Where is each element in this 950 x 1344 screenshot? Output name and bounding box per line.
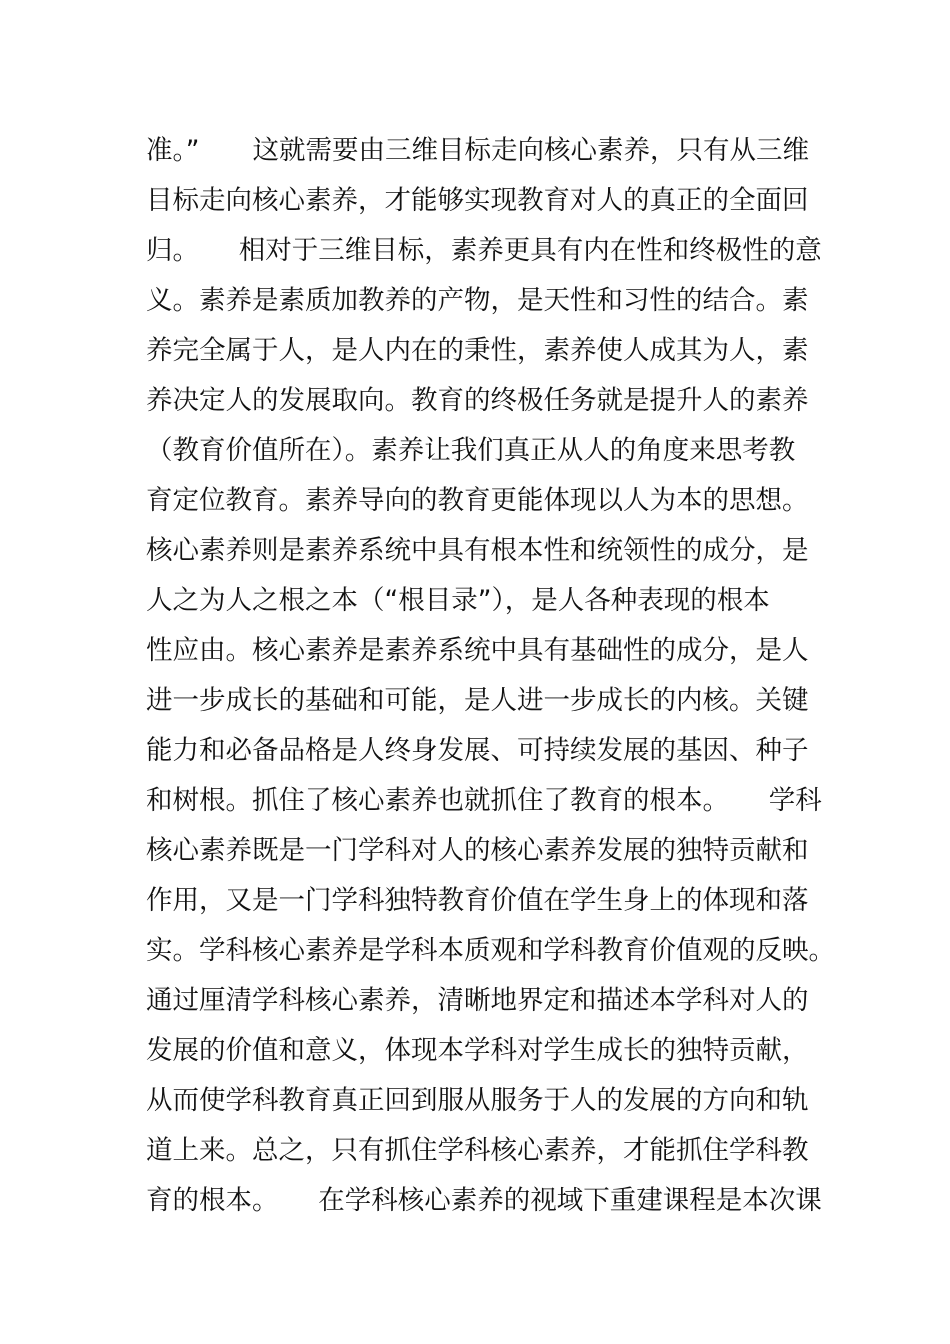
text-line: 进一步成长的基础和可能，是人进一步成长的内核。关键	[146, 685, 809, 716]
text-line: 从而使学科教育真正回到服从服务于人的发展的方向和轨	[146, 1085, 809, 1116]
text-line: 人之为人之根之本（“根目录”），是人各种表现的根本	[146, 585, 770, 616]
text-line: 能力和必备品格是人终身发展、可持续发展的基因、种子	[146, 735, 809, 766]
text-line: 核心素养则是素养系统中具有根本性和统领性的成分，是	[146, 535, 809, 566]
text-line: 核心素养既是一门学科对人的核心素养发展的独特贡献和	[146, 835, 809, 866]
text-line: 育定位教育。素养导向的教育更能体现以人为本的思想。	[146, 485, 809, 516]
text-line: 道上来。总之，只有抓住学科核心素养，才能抓住学科教	[146, 1135, 809, 1166]
text-line: 养完全属于人，是人内在的秉性，素养使人成其为人，素	[146, 335, 809, 366]
text-line: 实。学科核心素养是学科本质观和学科教育价值观的反映。	[146, 935, 835, 966]
text-line: 目标走向核心素养，才能够实现教育对人的真正的全面回	[146, 185, 809, 216]
text-line: 通过厘清学科核心素养，清晰地界定和描述本学科对人的	[146, 985, 809, 1016]
text-line: 养决定人的发展取向。教育的终极任务就是提升人的素养	[146, 385, 809, 416]
text-line: 育的根本。 在学科核心素养的视域下重建课程是本次课	[146, 1185, 822, 1216]
text-line: （教育价值所在）。素养让我们真正从人的角度来思考教	[146, 435, 796, 466]
text-line: 作用，又是一门学科独特教育价值在学生身上的体现和落	[146, 885, 809, 916]
body-text	[146, 126, 835, 1226]
text-line: 准。” 这就需要由三维目标走向核心素养，只有从三维	[146, 135, 809, 166]
text-line: 发展的价值和意义，体现本学科对学生成长的独特贡献，	[146, 1035, 809, 1066]
text-line: 和树根。抓住了核心素养也就抓住了教育的根本。 学科	[146, 785, 822, 816]
text-line: 义。素养是素质加教养的产物，是天性和习性的结合。素	[146, 285, 809, 316]
text-line: 性应由。核心素养是素养系统中具有基础性的成分，是人	[146, 635, 809, 666]
text-line: 归。 相对于三维目标，素养更具有内在性和终极性的意	[146, 235, 822, 266]
